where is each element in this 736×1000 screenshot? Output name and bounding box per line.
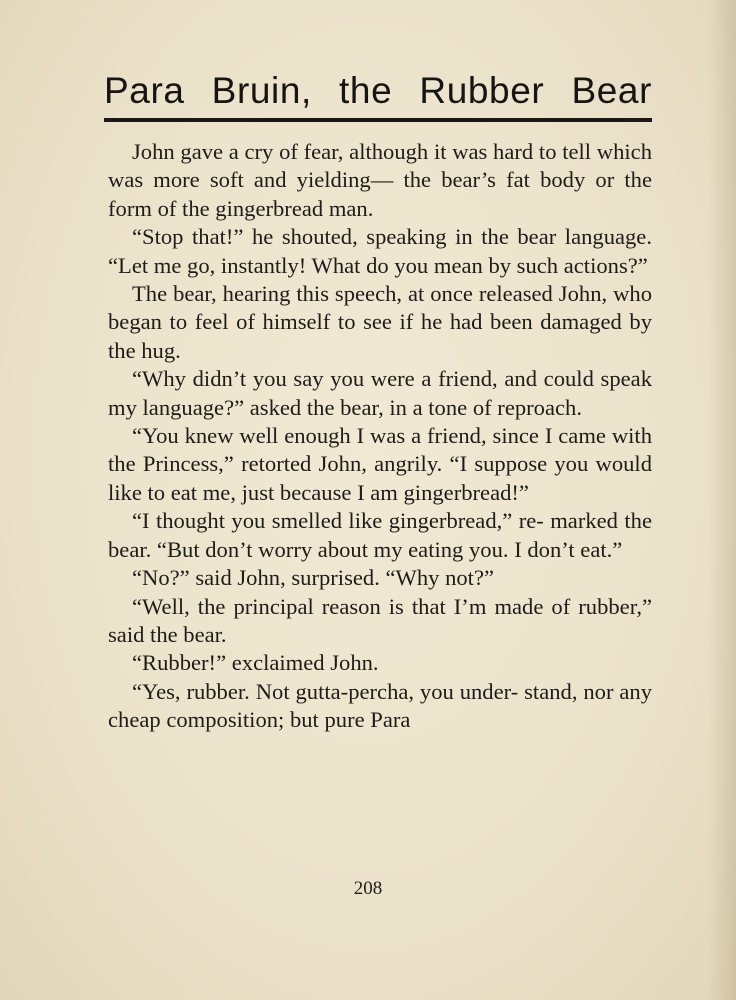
paragraph-3: The bear, hearing this speech, at once released John, who began to feel of himself to see if he had been damaged by the hug. [108,281,652,363]
paragraph-7: “No?” said John, surprised. “Why not?” [132,565,495,591]
paragraph-2: “Stop that!” he shouted, speaking in the bear language. “Let me go, instantly! What do you mean by such actions?” [108,224,652,278]
header-rule [104,118,652,122]
page-number: 208 [353,878,383,899]
paragraph-4: “Why didn’t you say you were a friend, and could speak my language?” asked the bear, in a tone of reproach. [108,366,652,420]
paragraph-1: John gave a cry of fear, although it was hard to tell which was more soft and yielding— the bear’s fat body or the form of the gingerbread man. [108,139,652,221]
body-text [108,138,652,735]
paragraph-9: “Rubber!” exclaimed John. [132,650,379,676]
paragraph-8: “Well, the principal reason is that I’m made of rubber,” said the bear. [108,593,652,647]
running-head: Para Bruin, the Rubber Bear [104,70,652,111]
paragraph-5: “You knew well enough I was a friend, since I came with the Princess,” retorted John, angrily. “I suppose you would like to eat me, just because I am gingerbread!” [108,423,652,505]
page-header [104,64,652,122]
paragraph-10: “Yes, rubber. Not gutta-percha, you under- stand, nor any cheap composition; but pure Para [108,678,652,733]
paragraph-6: “I thought you smelled like gingerbread,” re- marked the bear. “But don’t worry about my eating you. I don’t eat.” [108,508,652,562]
